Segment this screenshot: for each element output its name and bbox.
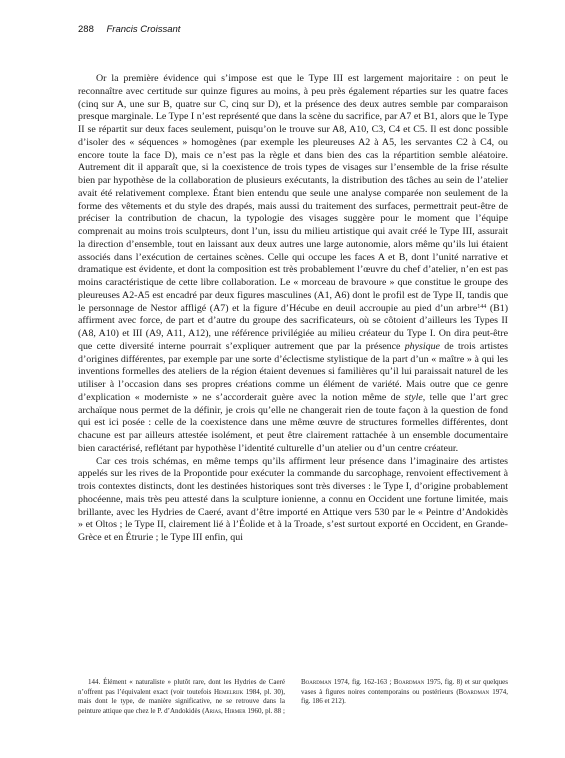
footnote-ref[interactable]: 144 xyxy=(477,303,487,310)
main-text xyxy=(78,73,508,545)
paragraph-2: Car ces trois schémas, en même temps qu’ils affirment leur présence dans l’imaginaire des artistes appelés sur les rives de la Propontide pour exécuter la commande du sarcophage, renvoient effectivement à trois contextes distincts, dont les destinées historiques sont très diverses : le Type I, d’origine probablement phocéenne, mais très peu attesté dans la sculpture ionienne, a connu en Occident une fortune limitée, mais brillante, avec les Hydries de Caeré, avant d’être importé en Attique vers 530 par le « Peintre d’Andokidès » et Oltos ; le Type II, clairement lié à l’Éolide et à la Troade, s’est surtout exporté en Occident, en Grande-Grèce et en Étrurie ; le Type III enfin, qui xyxy=(78,455,508,543)
running-author: Francis Croissant xyxy=(106,24,181,35)
paragraph-1: Or la première évidence qui s’impose est que le Type III est largement majoritaire : on peut le reconnaître avec certitude sur quinze figures au moins, à peu près également réparties sur les quatre faces (cinq sur A, une sur B, quatre sur C, cinq sur D), et la présence des deux autres semble par comparaison presque marginale. Le Type I n’est représenté que dans la scène du sacrifice, par A7 et B1, alors que le Type II se répartit sur deux faces seulement, puisqu’on le trouve sur A8, A10, C3, C4 et C5. Il est donc possible d’isoler des « séquences » homogènes (par exemple les pleureuses A2 à A5, les servantes C2 à C4, ou encore toute la face D), mais ce n’est pas la règle et dans bien des cas la répartition semble aléatoire. Autrement dit il apparaît que, si la coexistence de trois types de visages sur l’ensemble de la frise résulte bien par hypothèse de la collaboration de plusieurs exécutants, la distribution des tâches au sein de l’atelier avait été relativement complexe. Étant bien entendu que seule une analyse comparée non seulement de la forme des vêtements et du style des drapés, mais aussi du traitement des surfaces, permettrait peut-être de préciser la contribution de chacun, la typologie des visages suggère pour le moment que l’équipe comprenait au moins trois sculpteurs, dont l’un, issu du milieu artistique qui avait créé le Type III, assurait la direction d’ensemble, tout en laissant aux deux autres une large autonomie, alors même qu’ils lui étaient associés dans l’exécution de certaines scènes. Celle qui occupe les faces A et B, dont l’unité narrative et dramatique est évidente, et dont la composition est très probablement l’œuvre du chef d’atelier, n’en est pas moins caractéristique de cette libre collaboration. Le « morceau de bravoure » que constitue le groupe des pleureuses A2-A5 est encadré par deux figures masculines (A1, A6) dont le profil est de Type II, tandis que le personnage de Nestor affligé (A7) et la figure d’Hécube en deuil accroupie au pied d’un arbre$^{144}$ (B1) affirment avec force, de part et d’autre du groupe des sacrificateurs, où se côtoient d’ailleurs les Types II (A8, A10) et III (A9, A11, A12), une référence privilégiée au milieu créateur du Type I. On dira peut-être que cette diversité interne pourrait s’expliquer autrement que par la présence physique de trois artistes d’origines différentes, par exemple par une sorte d’éclectisme stylistique de la part d’un « maître » à qui les inventions formelles des ateliers de la région étaient devenues si familières qu’il lui paraissait naturel de les utiliser à l’occasion dans ses propres créations comme un élément de variété. Mais outre que ce genre d’explication « moderniste » ne s’accorderait guère avec la notion même de style, telle que l’art grec archaïque nous permet de la définir, je crois qu’elle ne changerait rien de toute façon à la question de fond qui est ici posée : celle de la coexistence dans une même œuvre de structures formelles différentes, dont chacune est par ailleurs attestée isolément, et peut être clairement rattachée à un ensemble documentaire bien caractérisé, reflétant par hypothèse l’identité culturelle d’un atelier ou d’un centre créateur. xyxy=(78,73,509,454)
footnotes xyxy=(78,678,508,716)
footnote-144: 144. Élément « naturaliste » plutôt rare, dont les Hydries de Caeré n’offrent pas l’équivalent exact (voir toutefois Hemelrijk 1984, pl. 30), mais dont le type, de manière significative, ne se retrouve dans la peinture attique que chez le P. d’Andokidès (Arias, Hirmer 1960, pl. 88 ; Boardman 1974, fig. 162-163 ; Boardman 1975, fig. 8) et sur quelques vases à figures noires contemporains ou postérieurs (Boardman 1974, fig. 186 et 212). xyxy=(78,678,509,715)
running-header xyxy=(78,24,180,35)
page-number: 288 xyxy=(78,24,94,35)
